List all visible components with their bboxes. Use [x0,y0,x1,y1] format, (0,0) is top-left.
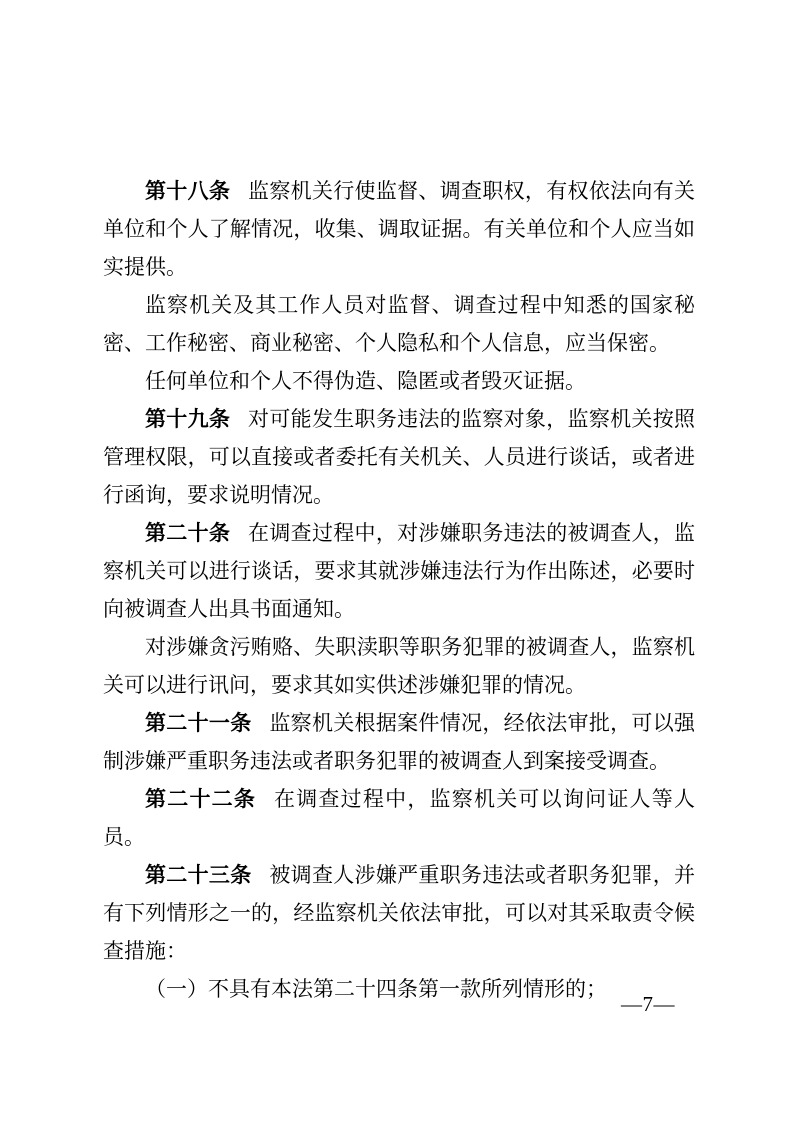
law-paragraph-article-18-clause-3 [103,362,695,400]
article-22-text: 在调查过程中，监察机关可以询问证人等人员。 [103,787,696,849]
article-18-number: 第十八条 [145,179,231,203]
law-paragraph-article-23-item-1 [103,970,695,1008]
article-23-number: 第二十三条 [145,863,252,887]
law-paragraph-article-20 [103,514,695,628]
law-paragraph-article-19 [103,400,695,514]
article-18-clause-2-text: 监察机关及其工作人员对监督、调查过程中知悉的国家秘密、工作秘密、商业秘密、个人隐私和个人信息，应当保密。 [103,293,695,355]
law-paragraph-article-23 [103,856,695,970]
page-number: —7— [621,992,675,1016]
article-19-number: 第十九条 [145,407,231,431]
law-paragraph-article-18 [103,172,695,286]
article-20-clause-2-text: 对涉嫌贪污贿赂、失职渎职等职务犯罪的被调查人，监察机关可以进行讯问，要求其如实供述涉嫌犯罪的情况。 [103,635,695,697]
law-paragraph-article-21 [103,704,695,780]
law-text-block [103,172,695,1008]
article-21-text: 监察机关根据案件情况，经依法审批，可以强制涉嫌严重职务违法或者职务犯罪的被调查人到案接受调查。 [103,711,696,773]
law-paragraph-article-22 [103,780,695,856]
article-20-text: 在调查过程中，对涉嫌职务违法的被调查人，监察机关可以进行谈话，要求其就涉嫌违法行为作出陈述，必要时向被调查人出具书面通知。 [103,521,696,621]
article-20-number: 第二十条 [145,521,231,545]
article-21-number: 第二十一条 [145,711,252,735]
article-23-item-1-text: （一）不具有本法第二十四条第一款所列情形的； [145,977,607,1001]
article-23-text: 被调查人涉嫌严重职务违法或者职务犯罪，并有下列情形之一的，经监察机关依法审批，可以对其采取责令候查措施： [103,863,696,963]
law-paragraph-article-18-clause-2 [103,286,695,362]
article-22-number: 第二十二条 [145,787,257,811]
article-18-text: 监察机关行使监督、调查职权，有权依法向有关单位和个人了解情况，收集、调取证据。有关单位和个人应当如实提供。 [103,179,696,279]
article-19-text: 对可能发生职务违法的监察对象，监察机关按照管理权限，可以直接或者委托有关机关、人员进行谈话，或者进行函询，要求说明情况。 [103,407,696,507]
article-18-clause-3-text: 任何单位和个人不得伪造、隐匿或者毁灭证据。 [145,369,586,393]
law-paragraph-article-20-clause-2 [103,628,695,704]
